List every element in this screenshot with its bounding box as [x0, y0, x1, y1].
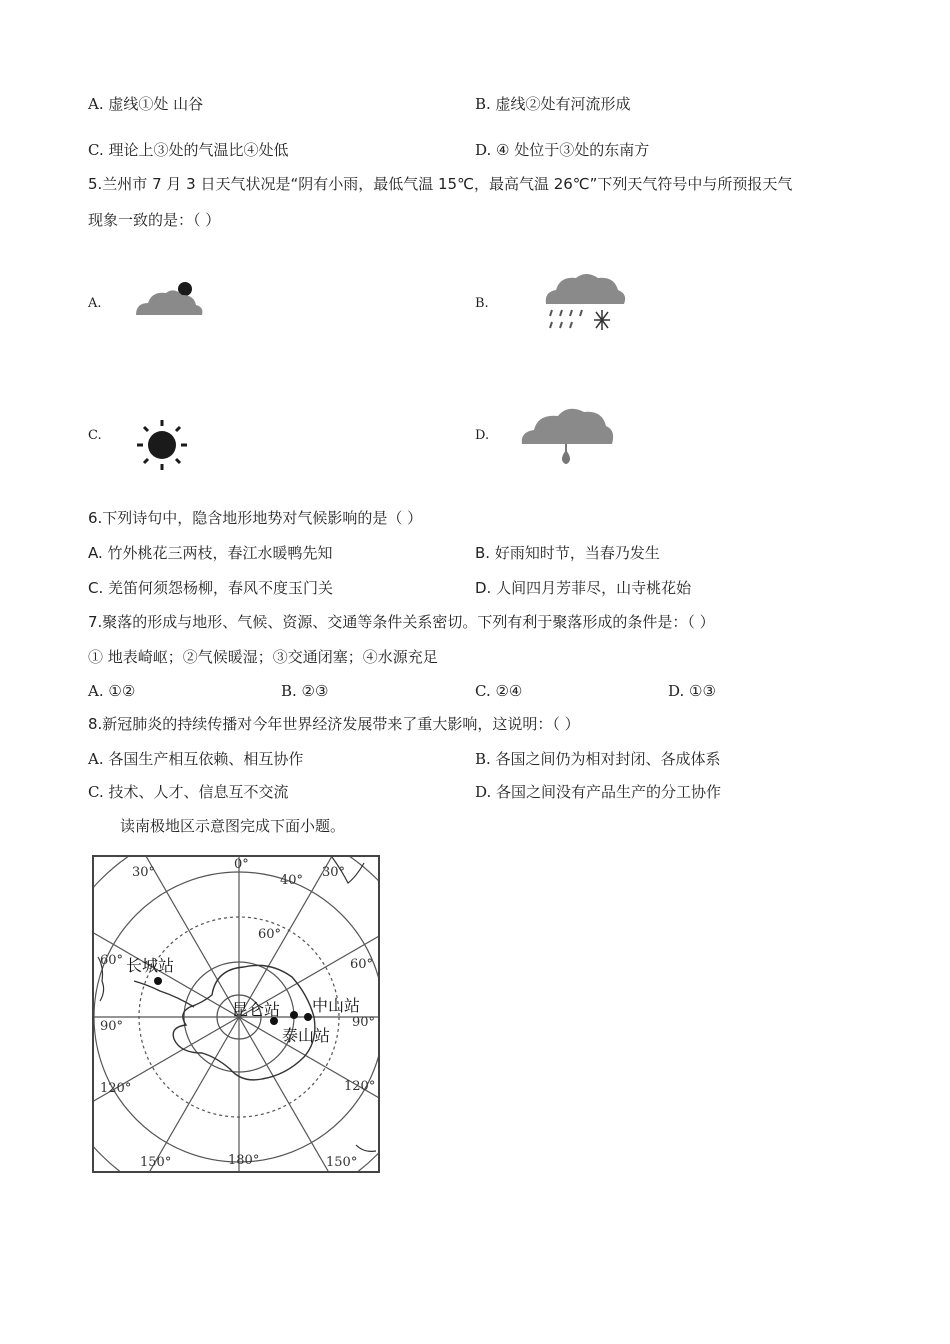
q8-option-d: D. 各国之间没有产品生产的分工协作 [475, 783, 722, 801]
q5-stem-line2: 现象一致的是：（ ） [88, 211, 221, 229]
q5-option-b: B. [475, 296, 489, 311]
q8-stem: 8.新冠肺炎的持续传播对今年世界经济发展带来了重大影响，这说明：（ ） [88, 715, 580, 733]
label-120-left: 120° [100, 1081, 132, 1096]
map-intro: 读南极地区示意图完成下面小题。 [120, 817, 346, 835]
station-changcheng: 长城站 [126, 956, 175, 975]
q4-option-d: D. ④ 处位于③处的东南方 [475, 141, 650, 159]
q5-stem-line1: 5.兰州市 7 月 3 日天气状况是“阴有小雨，最低气温 15℃，最高气温 26℃”下列天气符号中与所预报天气 [88, 175, 793, 193]
q6-stem: 6.下列诗句中，隐含地形地势对气候影响的是（ ） [88, 509, 423, 527]
q6-option-d: D. 人间四月芳菲尽，山寺桃花始 [475, 579, 692, 597]
q7-option-a: A. ①② [88, 682, 136, 700]
label-90-right: 90° [352, 1015, 376, 1030]
label-150-right: 150° [326, 1155, 358, 1170]
q7-stem: 7.聚落的形成与地形、气候、资源、交通等条件关系密切。下列有利于聚落形成的条件是：（ ） [88, 613, 715, 631]
q7-conditions: ① 地表崎岖；②气候暖湿；③交通闭塞；④水源充足 [88, 648, 438, 666]
q5-option-d: D. [475, 428, 490, 443]
q4-option-a: A. 虚线①处 山谷 [88, 95, 204, 113]
rain-snow-icon [540, 268, 630, 333]
station-zhongshan: 中山站 [312, 996, 361, 1015]
label-0-top: 0° [234, 857, 249, 872]
q8-option-c: C. 技术、人才、信息互不交流 [88, 783, 289, 801]
q6-option-c: C. 羌笛何须怨杨柳，春风不度玉门关 [88, 579, 334, 597]
q8-option-a: A. 各国生产相互依赖、相互协作 [88, 750, 304, 768]
label-40-top: 40° [280, 873, 304, 888]
q7-option-b: B. ②③ [281, 682, 329, 700]
q6-option-a: A. 竹外桃花三两枝，春江水暖鸭先知 [88, 544, 333, 562]
label-150-left: 150° [140, 1155, 172, 1170]
label-180-bottom: 180° [228, 1153, 260, 1168]
label-30-right: 30° [322, 865, 346, 880]
q4-option-c: C. 理论上③处的气温比④处低 [88, 141, 289, 159]
label-90-left: 90° [100, 1019, 124, 1034]
q8-option-b: B. 各国之间仍为相对封闭、各成体系 [475, 750, 721, 768]
label-30-top: 30° [132, 865, 156, 880]
station-taishan: 泰山站 [282, 1026, 331, 1045]
q5-option-c: C. [88, 428, 102, 443]
antarctic-map [92, 855, 380, 1173]
q7-option-d: D. ①③ [668, 682, 716, 700]
label-60-left: 60° [100, 953, 124, 968]
label-60-right: 60° [350, 957, 374, 972]
q4-option-b: B. 虚线②处有河流形成 [475, 95, 631, 113]
cloud-rain-icon [518, 400, 618, 470]
q6-option-b: B. 好雨知时节，当春乃发生 [475, 544, 660, 562]
label-60-inner: 60° [258, 927, 282, 942]
cloud-sun-icon [130, 275, 210, 320]
q5-option-a: A. [88, 296, 102, 311]
station-kunlun: 昆仑站 [232, 1000, 281, 1019]
label-120-right: 120° [344, 1079, 376, 1094]
q7-option-c: C. ②④ [475, 682, 523, 700]
sun-icon [130, 410, 200, 480]
